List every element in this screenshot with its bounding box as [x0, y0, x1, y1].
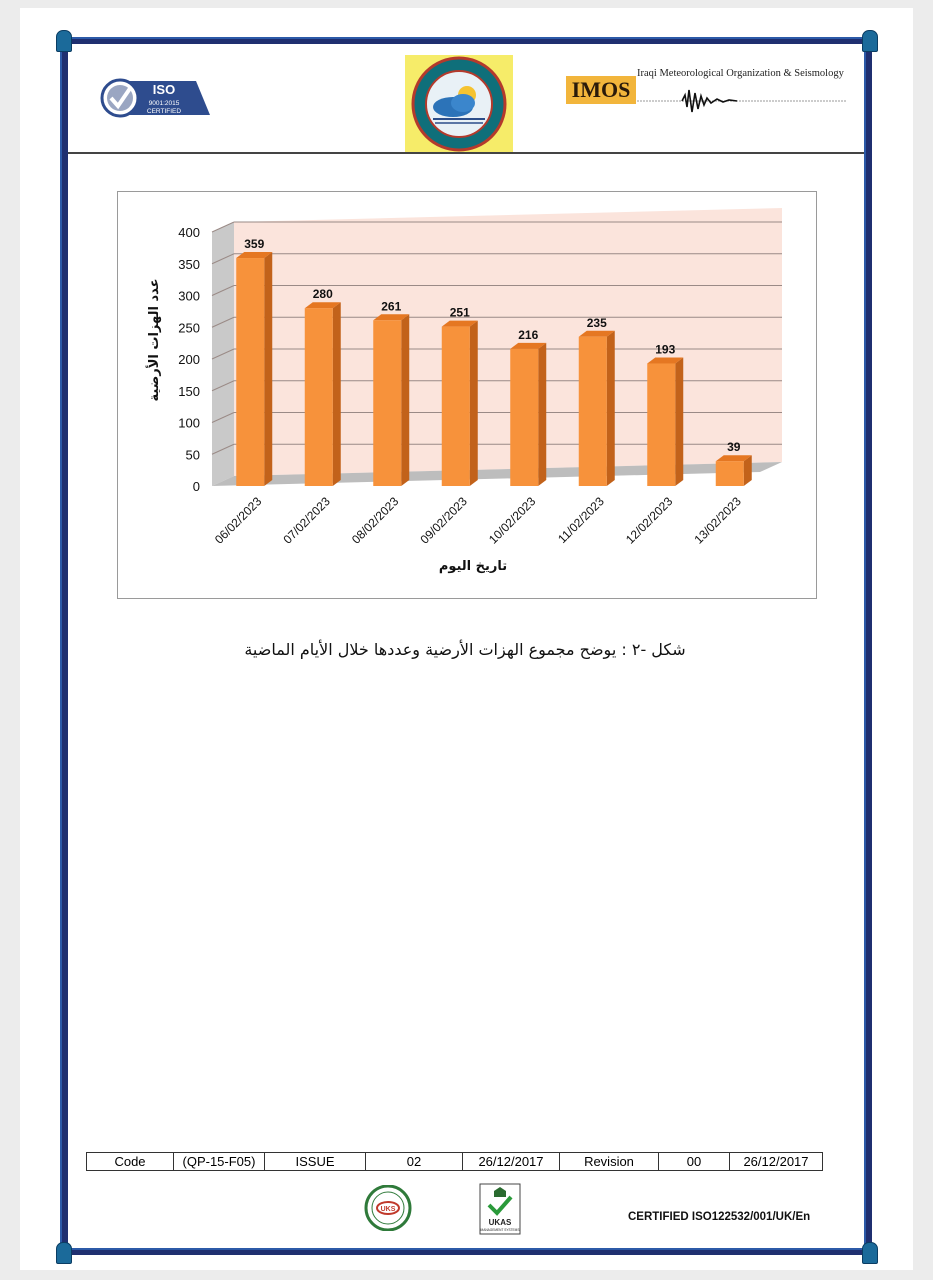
bar [373, 299, 409, 486]
document-control-table [86, 1152, 823, 1171]
bar [510, 328, 546, 486]
figure-caption: شكل -٢ : يوضح مجموع الهزات الأرضية وعددها خلال الأيام الماضية [244, 640, 686, 659]
bar-front [647, 363, 675, 486]
y-axis-label: عدد الهزات الأرضية [147, 278, 162, 402]
x-tick-label: 06/02/2023 [212, 494, 265, 547]
bar-data-label: 193 [655, 342, 676, 357]
x-tick-label: 07/02/2023 [280, 494, 333, 547]
footer-cell: Code [87, 1153, 174, 1171]
certification-number: CERTIFIED ISO122532/001/UK/En [628, 1211, 811, 1223]
y-tick-label: 0 [192, 479, 200, 494]
x-tick-label: 08/02/2023 [349, 494, 402, 547]
ukas-certification-logo [479, 1183, 521, 1235]
uks-certification-logo [360, 1185, 416, 1231]
footer-cell: Revision [560, 1153, 659, 1171]
bar-data-label: 261 [381, 299, 402, 314]
frame-top [60, 37, 872, 44]
footer-cell: ISSUE [265, 1153, 366, 1171]
x-tick-label: 09/02/2023 [417, 494, 470, 547]
bar-data-label: 251 [449, 305, 470, 320]
iso-standard: 9001:2015 [148, 100, 180, 107]
x-tick-label: 10/02/2023 [486, 494, 539, 547]
bar-side [470, 321, 478, 486]
seismogram-icon [637, 85, 847, 115]
footer-cell: 00 [659, 1153, 730, 1171]
iso-title: ISO [152, 82, 176, 97]
ukas-sub: MANAGEMENT SYSTEMS [480, 1228, 520, 1232]
bar-data-label: 359 [244, 237, 265, 252]
bar [236, 237, 272, 486]
bar-data-label: 39 [727, 440, 741, 455]
frame-corner-ornament [862, 1242, 878, 1264]
bar-side [538, 343, 546, 486]
iso-certified-badge [100, 78, 212, 118]
imos-logo: IMOS [566, 76, 636, 104]
x-tick-label: 11/02/2023 [555, 494, 607, 546]
footer-cell: 26/12/2017 [463, 1153, 560, 1171]
ukas-title: UKAS [488, 1218, 512, 1227]
chart-container [117, 191, 817, 599]
y-tick-label: 350 [178, 256, 200, 272]
bar [647, 342, 683, 486]
y-tick-label: 200 [178, 352, 200, 367]
iso-certified: CERTIFIED [146, 108, 182, 115]
y-tick-label: 400 [178, 225, 200, 240]
organization-name: Iraqi Meteorological Organization & Seismology [637, 68, 844, 79]
cloud-sun-seal-icon [405, 55, 513, 153]
bar-chart [118, 192, 816, 598]
x-tick-label: 13/02/2023 [691, 494, 744, 547]
footer-cell: 26/12/2017 [730, 1153, 823, 1171]
frame-right [864, 40, 872, 1252]
bar-front [442, 327, 470, 486]
bar-data-label: 216 [518, 327, 539, 342]
frame-corner-ornament [56, 1242, 72, 1264]
bar [579, 316, 615, 486]
header-divider [68, 152, 864, 154]
bar-front [236, 258, 264, 486]
bar-side [333, 302, 341, 486]
bar-side [264, 252, 272, 486]
bar-front [510, 349, 538, 486]
x-axis-label: تاريخ اليوم [438, 559, 508, 574]
bar-side [607, 331, 615, 486]
bar-side [675, 357, 683, 486]
y-tick-label: 300 [178, 288, 200, 304]
y-tick-label: 150 [178, 383, 200, 399]
bar-side [401, 314, 409, 486]
frame-left [60, 40, 68, 1252]
bar-front [373, 320, 401, 486]
y-tick-label: 250 [178, 320, 200, 336]
organization-seal-logo [405, 55, 513, 153]
frame-bottom [60, 1248, 872, 1255]
bar [442, 306, 478, 486]
uks-text: UKS [380, 1206, 396, 1213]
footer-cell: 02 [366, 1153, 463, 1171]
frame-corner-ornament [862, 30, 878, 52]
bar-front [579, 337, 607, 486]
bar-data-label: 235 [586, 315, 607, 330]
bar [305, 287, 341, 486]
bar-data-label: 280 [312, 287, 333, 302]
footer-cell: (QP-15-F05) [174, 1153, 265, 1171]
bar-front [305, 308, 333, 486]
y-tick-label: 50 [185, 447, 200, 463]
bar-front [716, 461, 744, 486]
y-tick-label: 100 [178, 415, 200, 431]
x-tick-label: 12/02/2023 [623, 494, 676, 547]
frame-corner-ornament [56, 30, 72, 52]
